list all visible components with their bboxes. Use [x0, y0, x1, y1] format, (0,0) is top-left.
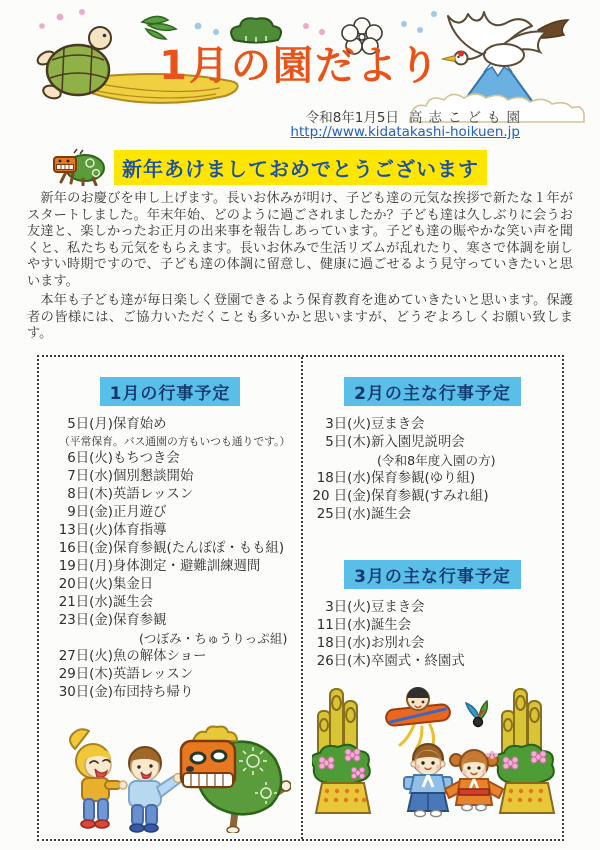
event-label: 体育指導	[113, 522, 167, 538]
event-day: 21日(水)	[58, 594, 113, 610]
confetti-dot	[417, 27, 423, 33]
schedule-row	[307, 653, 562, 671]
boy-in-kimono-icon	[404, 744, 452, 817]
confetti-dot	[431, 11, 437, 17]
schedule-row	[47, 450, 301, 468]
event-day: 20日(火)	[58, 576, 113, 592]
event-label: 保育参観(すみれ組)	[371, 488, 489, 504]
schedule-row	[47, 416, 301, 434]
schedule-row	[47, 522, 301, 540]
event-label: 誕生会	[371, 617, 412, 633]
event-label: (つぼみ・ちゅうりっぷ組)	[139, 630, 288, 646]
url-line	[290, 124, 520, 140]
event-day: 3日(火)	[325, 599, 371, 615]
lion-dance-children-illustration	[53, 701, 291, 833]
schedule-row	[47, 648, 301, 666]
event-day: 6日(火)	[67, 450, 113, 466]
event-label: （平常保育。バス通園の方もいつも通りです。）	[59, 434, 291, 448]
schedule-row	[307, 635, 562, 653]
schedule-row	[47, 684, 301, 702]
schedule-row	[47, 576, 301, 594]
schedule-row	[307, 434, 562, 452]
schedule-row	[307, 416, 562, 434]
event-day: 30日(金)	[58, 684, 113, 700]
event-label: 保育始め	[113, 416, 167, 432]
event-label: 新入園児説明会	[371, 434, 465, 450]
january-header: 1月の行事予定	[100, 377, 241, 406]
schedule-row	[47, 612, 301, 630]
confetti-dot	[401, 21, 407, 27]
event-day: 18日(水)	[316, 470, 371, 486]
event-label: 正月遊び	[113, 504, 167, 520]
schedule-row	[307, 452, 562, 470]
shishimai-lion-icon	[52, 148, 108, 186]
kadomatsu-icon	[495, 689, 554, 813]
event-day: 25日(水)	[316, 506, 371, 522]
event-label: 豆まき会	[371, 599, 425, 615]
schedule-box	[37, 355, 564, 841]
intro-paragraph-1: 新年のお慶びを申し上げます。長いお休みが明け、子ども達の元気な挨拶で新たな１年がスタートしました。年末年始、どのように過ごされましたか？子ども達は久しぶりに会うお友達と、楽しかったお正月の出来事を報告しあっています。子ども達の賑やかな笑い声を聞くと、私たちも元気をもらえます。長いお休みで生活リズムが乱れたり、寒さで体調を崩しやすい時期ですので、子ども達の体調に留意し、健康に過ごせるよう見守っていきたいと思います。	[27, 191, 573, 289]
girl-in-kimono-icon	[445, 750, 503, 811]
event-day: 3日(火)	[325, 416, 371, 432]
new-year-children-illustration	[312, 683, 558, 833]
event-label: 個別懇談開始	[113, 468, 194, 484]
event-day: 5日(月)	[67, 416, 113, 432]
event-label: 保育参観	[113, 612, 167, 628]
event-label: 保育参観(ゆり組)	[371, 470, 476, 486]
event-label: 集金日	[113, 576, 154, 592]
schedule-row	[307, 470, 562, 488]
event-label: 英語レッスン	[113, 666, 194, 682]
schedule-row	[307, 617, 562, 635]
event-label: 卒園式・終園式	[371, 653, 465, 669]
schedule-row	[307, 488, 562, 506]
event-day: 11日(水)	[316, 617, 371, 633]
shuttlecock-icon	[466, 701, 487, 727]
confetti-dot	[195, 23, 202, 30]
greeting-headline: 新年あけましておめでとうございます	[114, 150, 487, 185]
event-day: 16日(金)	[58, 540, 113, 556]
event-label: お別れ会	[371, 635, 425, 651]
schedule-row	[307, 506, 562, 524]
event-day: 27日(火)	[58, 648, 113, 664]
page-title: 1月の園だより	[159, 43, 441, 89]
schedule-row	[47, 434, 301, 450]
schedule-row	[47, 558, 301, 576]
event-label: 誕生会	[113, 594, 154, 610]
event-day: 8日(木)	[67, 486, 113, 502]
event-day: 20 日(金)	[312, 488, 371, 504]
schedule-row	[47, 486, 301, 504]
event-day: 26日(木)	[316, 653, 371, 669]
issue-date: 令和8年1月5日	[305, 110, 399, 126]
school-name: 高志こども園	[409, 110, 526, 126]
schedule-row	[47, 594, 301, 612]
march-items	[307, 599, 562, 671]
schedule-row	[307, 599, 562, 617]
event-label: 誕生会	[371, 506, 412, 522]
event-day: 13日(火)	[58, 522, 113, 538]
march-header: 3月の主な行事予定	[344, 560, 521, 589]
event-label: 身体測定・避難訓練週間	[113, 558, 261, 574]
greeting-bar	[52, 148, 600, 186]
schedule-row	[47, 630, 301, 648]
intro-paragraph-2: 本年も子ども達が毎日楽しく登園できるよう保育教育を進めていきたいと思います。保護者の皆様には、ご協力いただくことも多いかと思いますが、どうぞよろしくお願い致します。	[27, 293, 573, 341]
february-header: 2月の主な行事予定	[344, 377, 521, 406]
schedule-row	[47, 666, 301, 684]
event-label: 豆まき会	[371, 416, 425, 432]
event-label: 布団持ち帰り	[113, 684, 194, 700]
header	[0, 0, 600, 146]
event-label: (令和8年度入園の方)	[377, 452, 496, 468]
event-day: 23日(金)	[58, 612, 113, 628]
february-march-column	[301, 357, 562, 839]
school-url-link[interactable]: http://www.kidatakashi-hoikuen.jp	[290, 124, 520, 140]
event-label: もちつき会	[113, 450, 180, 466]
schedule-row	[47, 540, 301, 558]
event-day: 19日(月)	[58, 558, 113, 574]
event-label: 英語レッスン	[113, 486, 194, 502]
event-label: 保育参観(たんぽぽ・もも組)	[113, 540, 285, 556]
event-day: 7日(水)	[67, 468, 113, 484]
january-items	[47, 416, 301, 702]
event-day: 18日(水)	[316, 635, 371, 651]
february-items	[307, 416, 562, 524]
event-day: 29日(木)	[58, 666, 113, 682]
date-line	[306, 106, 526, 126]
schedule-row	[47, 468, 301, 486]
january-column	[39, 357, 301, 839]
yakko-kite-icon	[385, 687, 450, 749]
confetti-dot	[303, 23, 309, 29]
event-day: 9日(金)	[67, 504, 113, 520]
schedule-row	[47, 504, 301, 522]
kadomatsu-icon	[312, 689, 370, 813]
event-label: 魚の解体ショー	[113, 648, 207, 664]
event-day: 5日(木)	[325, 434, 371, 450]
